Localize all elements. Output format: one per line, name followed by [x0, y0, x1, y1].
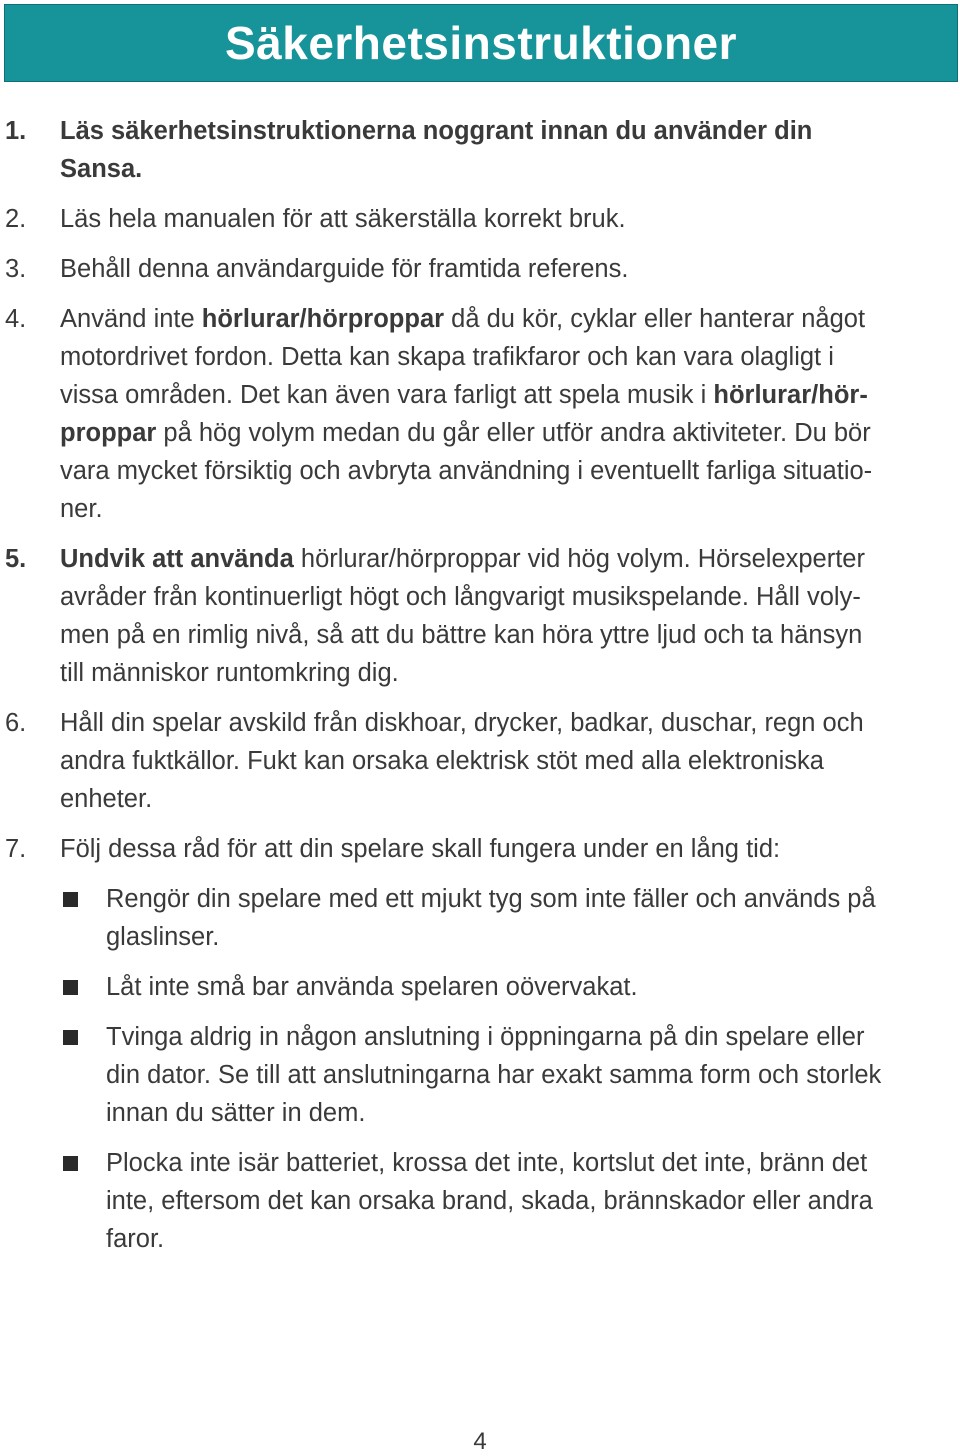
square-bullet-icon — [63, 1156, 78, 1171]
text-span: vissa områden. Det kan även vara farligt att spela musik i — [60, 381, 714, 409]
text-span: på hög volym medan du går eller utför andra aktiviteter. Du bör — [156, 419, 871, 447]
item-line: glaslinser. — [106, 923, 220, 951]
list-item-3 — [0, 250, 960, 288]
square-bullet-icon — [63, 980, 78, 995]
list-item-7 — [0, 830, 960, 868]
item-line: Låt inte små bar använda spelaren oövervakat. — [106, 973, 638, 1001]
item-line: din dator. Se till att anslutningarna har exakt samma form och storlek — [106, 1061, 882, 1089]
item-number: 6. — [5, 709, 27, 737]
item-line: Plocka inte isär batteriet, krossa det inte, kortslut det inte, bränn det — [106, 1149, 868, 1177]
item-line: men på en rimlig nivå, så att du bättre kan höra yttre ljud och ta hänsyn — [60, 621, 863, 649]
list-item-6 — [0, 704, 960, 818]
item-line: enheter. — [60, 785, 153, 813]
text-span: då du kör, cyklar eller hanterar något — [444, 305, 866, 333]
item-line: Tvinga aldrig in någon anslutning i öppningarna på din spelare eller — [106, 1023, 865, 1051]
bold-term: hörlurar/hörproppar — [201, 305, 445, 333]
item-line: inte, eftersom det kan orsaka brand, skada, brännskador eller andra — [106, 1187, 873, 1215]
list-item-5 — [0, 540, 960, 692]
list-item-1 — [0, 112, 960, 188]
item-line: Sansa. — [60, 155, 143, 183]
bullet-item-2 — [0, 968, 960, 1006]
item-number: 7. — [5, 835, 27, 863]
square-bullet-icon — [63, 1030, 78, 1045]
item-line — [60, 414, 950, 452]
item-number: 5. — [5, 545, 27, 573]
bullet-item-4 — [0, 1144, 960, 1258]
item-line: Läs säkerhetsinstruktionerna noggrant innan du använder din — [60, 117, 813, 145]
item-line: Läs hela manualen för att säkerställa korrekt bruk. — [60, 205, 626, 233]
item-line: faror. — [106, 1225, 165, 1253]
item-number: 2. — [5, 205, 27, 233]
item-line: avråder från kontinuerligt högt och långvarigt musikspelande. Håll voly- — [60, 583, 861, 611]
item-line: andra fuktkällor. Fukt kan orsaka elektrisk stöt med alla elektroniska — [60, 747, 824, 775]
item-line: till människor runtomkring dig. — [60, 659, 399, 687]
header-banner — [4, 4, 958, 82]
bold-term: proppar — [60, 419, 157, 447]
item-line: Håll din spelar avskild från diskhoar, drycker, badkar, duschar, regn och — [60, 709, 864, 737]
item-line — [60, 540, 950, 578]
text-span: Använd inte — [60, 305, 202, 333]
bullet-item-3 — [0, 1018, 960, 1132]
item-line: motordrivet fordon. Detta kan skapa trafikfaror och kan vara olagligt i — [60, 343, 834, 371]
item-line — [60, 300, 950, 338]
item-number: 4. — [5, 305, 27, 333]
square-bullet-icon — [63, 892, 78, 907]
list-item-2 — [0, 200, 960, 238]
bold-term: hörlurar/hör- — [713, 381, 868, 409]
item-line: ner. — [60, 495, 103, 523]
instructions-list — [0, 112, 960, 1270]
item-number: 3. — [5, 255, 27, 283]
bold-term: Undvik att använda — [60, 545, 294, 573]
page-number: 4 — [473, 1428, 487, 1455]
page-title: Säkerhetsinstruktioner — [224, 17, 738, 69]
item-line: Behåll denna användarguide för framtida referens. — [60, 255, 629, 283]
bullet-item-1 — [0, 880, 960, 956]
item-line — [60, 376, 950, 414]
list-item-4 — [0, 300, 960, 528]
item-line: Följ dessa råd för att din spelare skall fungera under en lång tid: — [60, 835, 781, 863]
text-span: hörlurar/hörproppar vid hög volym. Hörselexperter — [293, 545, 865, 573]
item-line: Rengör din spelare med ett mjukt tyg som inte fäller och används på — [106, 885, 876, 913]
item-line: vara mycket försiktig och avbryta användning i eventuellt farliga situatio- — [60, 457, 873, 485]
item-number: 1. — [5, 117, 27, 145]
item-line: innan du sätter in dem. — [106, 1099, 366, 1127]
